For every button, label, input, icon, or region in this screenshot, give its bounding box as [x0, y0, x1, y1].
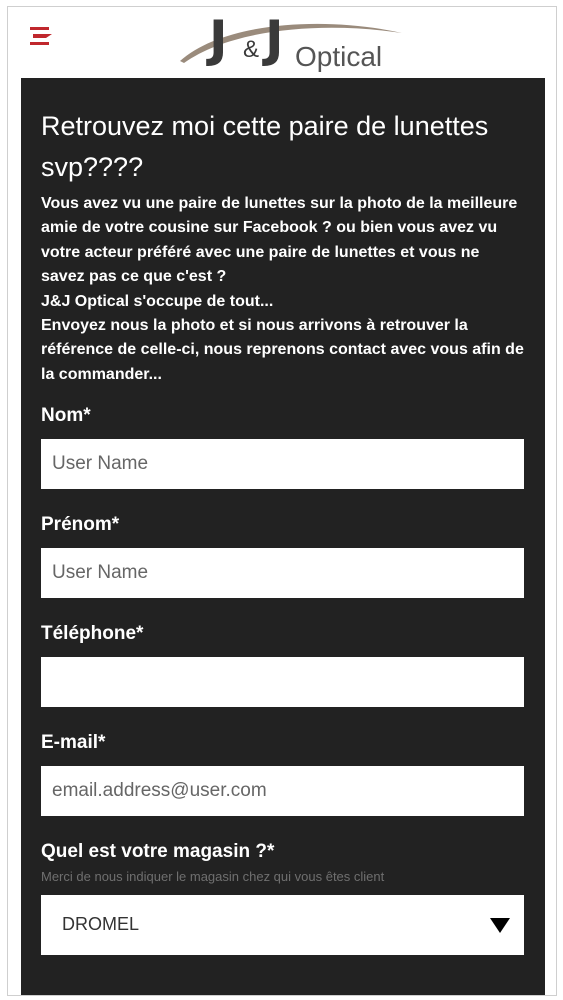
field-email: [41, 731, 525, 816]
magasin-hint: Merci de nous indiquer le magasin chez qui vous êtes client: [41, 869, 385, 885]
contact-form-panel: [21, 78, 545, 996]
form-title: Retrouvez moi cette paire de lunettes svp????: [41, 111, 489, 182]
hamburger-menu-icon[interactable]: [30, 25, 56, 47]
field-prenom: [41, 513, 525, 598]
form-intro: [41, 192, 525, 387]
email-label: E-mail*: [41, 732, 106, 754]
logo[interactable]: [172, 11, 404, 71]
field-telephone: [41, 622, 525, 707]
logo-letter-j: J: [209, 10, 228, 68]
email-input[interactable]: [41, 766, 524, 816]
magasin-select[interactable]: [41, 895, 524, 955]
prenom-input[interactable]: [41, 548, 524, 598]
field-nom: [41, 404, 525, 489]
logo-word-optical: Optical: [295, 41, 383, 72]
logo-ampersand: &: [243, 36, 260, 63]
magasin-selected-value: DROMEL: [62, 914, 140, 935]
telephone-input[interactable]: [41, 657, 524, 707]
intro-paragraph: J&J Optical s'occupe de tout...: [41, 292, 274, 310]
magasin-label: Quel est votre magasin ?*: [41, 841, 275, 863]
intro-paragraph: Envoyez nous la photo et si nous arrivons à retrouver la référence de celle-ci, nous reprenons contact avec vous afin de la commander...: [41, 317, 524, 383]
prenom-label: Prénom*: [41, 514, 120, 536]
logo-letter-j: J: [265, 10, 284, 68]
dropdown-triangle-icon: [490, 918, 510, 933]
nom-input[interactable]: [41, 439, 524, 489]
intro-paragraph: Vous avez vu une paire de lunettes sur la photo de la meilleure amie de votre cousine sur Facebook ? ou bien vous avez vu votre acteur préféré avec une paire de lunettes et vous ne savez pas ce que c'est ?: [41, 195, 518, 286]
page-frame: [7, 6, 557, 996]
field-magasin: [41, 840, 525, 955]
nom-label: Nom*: [41, 405, 91, 427]
telephone-label: Téléphone*: [41, 623, 144, 645]
